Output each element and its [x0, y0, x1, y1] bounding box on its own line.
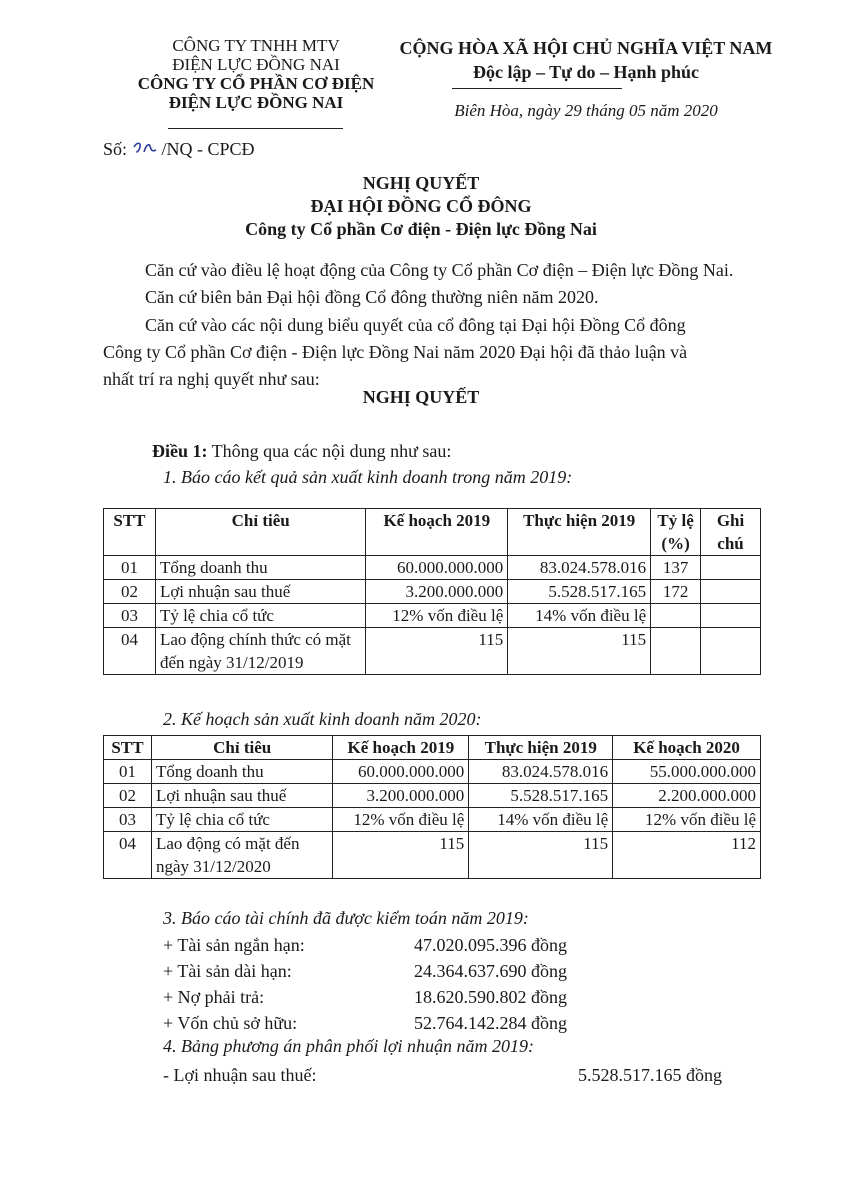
col-header-indicator: Chỉ tiêu — [151, 736, 332, 760]
cell-plan-2020: 55.000.000.000 — [613, 760, 761, 784]
liabilities-label: + Nợ phải trả: — [163, 987, 265, 1007]
col-header-stt: STT — [104, 509, 156, 556]
cell-plan: 12% vốn điều lệ — [366, 604, 508, 628]
table-row — [104, 832, 761, 879]
cell-note — [701, 628, 761, 675]
col-header-actual-2019: Thực hiện 2019 — [508, 509, 651, 556]
preamble-para3-line2: Công ty Cổ phần Cơ điện - Điện lực Đồng Nai năm 2020 Đại hội đã thảo luận và — [103, 342, 688, 362]
table-header-row — [104, 736, 761, 760]
cell-plan: 115 — [366, 628, 508, 675]
cell-plan-2019: 115 — [333, 832, 469, 879]
section3-heading: 3. Báo cáo tài chính đã được kiểm toán năm 2019: — [163, 908, 529, 928]
cell-ratio: 137 — [651, 556, 701, 580]
title-line3: Công ty Cổ phần Cơ điện - Điện lực Đồng Nai — [245, 219, 597, 239]
article-1-label: Điều 1: — [152, 441, 208, 461]
article-1 — [152, 438, 451, 465]
cell-indicator: Tỷ lệ chia cổ tức — [151, 808, 332, 832]
table-row — [104, 580, 761, 604]
article-1-text: Thông qua các nội dung như sau: — [207, 441, 452, 461]
national-header — [380, 36, 792, 84]
cell-ratio — [651, 604, 701, 628]
cell-note — [701, 580, 761, 604]
table-header-row — [104, 509, 761, 556]
owner-equity-label: + Vốn chủ sở hữu: — [163, 1013, 298, 1033]
cell-stt: 02 — [104, 784, 152, 808]
parent-company-line2: ĐIỆN LỰC ĐỒNG NAI — [172, 55, 340, 74]
cell-stt: 01 — [104, 760, 152, 784]
cell-stt: 03 — [104, 808, 152, 832]
cell-indicator: Tổng doanh thu — [155, 556, 365, 580]
document-number-prefix: Số: — [103, 139, 132, 159]
cell-plan-2019: 12% vốn điều lệ — [333, 808, 469, 832]
cell-stt: 02 — [104, 580, 156, 604]
cell-plan-2020: 12% vốn điều lệ — [613, 808, 761, 832]
liabilities-value: 18.620.590.802 đồng — [414, 987, 567, 1007]
short-term-assets-value: 47.020.095.396 đồng — [414, 935, 567, 955]
cell-stt: 04 — [104, 628, 156, 675]
org-underline — [168, 128, 343, 129]
cell-actual-2019: 5.528.517.165 — [469, 784, 613, 808]
preamble-para3-line1: Căn cứ vào các nội dung biểu quyết của cổ đông tại Đại hội Đồng Cổ đông — [145, 315, 686, 335]
document-number-suffix: /NQ - CPCĐ — [161, 139, 255, 159]
table-row — [104, 760, 761, 784]
table-row — [104, 556, 761, 580]
title-line1: NGHỊ QUYẾT — [362, 173, 480, 193]
handwritten-number-icon — [132, 139, 162, 160]
preamble-para1: Căn cứ vào điều lệ hoạt động của Công ty Cổ phần Cơ điện – Điện lực Đồng Nai. — [145, 260, 734, 280]
cell-indicator: Lợi nhuận sau thuế — [155, 580, 365, 604]
cell-note — [701, 604, 761, 628]
cell-actual: 115 — [508, 628, 651, 675]
cell-indicator: Tổng doanh thu — [151, 760, 332, 784]
nation-title: CỘNG HÒA XÃ HỘI CHỦ NGHĨA VIỆT NAM — [399, 38, 773, 58]
preamble-para2: Căn cứ biên bản Đại hội đồng Cổ đông thường niên năm 2020. — [145, 287, 599, 307]
table-row — [104, 784, 761, 808]
long-term-assets-label: + Tài sản dài hạn: — [163, 961, 292, 981]
net-profit-label: - Lợi nhuận sau thuế: — [163, 1065, 317, 1085]
cell-stt: 04 — [104, 832, 152, 879]
long-term-assets-value: 24.364.637.690 đồng — [414, 961, 567, 981]
cell-plan-2020: 2.200.000.000 — [613, 784, 761, 808]
table-row — [104, 604, 761, 628]
col-header-indicator: Chỉ tiêu — [155, 509, 365, 556]
cell-indicator: Tỷ lệ chia cổ tức — [155, 604, 365, 628]
col-header-note: Ghi chú — [701, 509, 761, 556]
net-profit-value: 5.528.517.165 đồng — [578, 1065, 722, 1085]
col-header-stt: STT — [104, 736, 152, 760]
document-number — [103, 139, 255, 160]
document-title — [0, 172, 842, 241]
owner-equity-value: 52.764.142.284 đồng — [414, 1013, 567, 1033]
cell-ratio: 172 — [651, 580, 701, 604]
cell-indicator: Lao động có mặt đến ngày 31/12/2020 — [151, 832, 332, 879]
cell-actual-2019: 83.024.578.016 — [469, 760, 613, 784]
cell-indicator: Lao động chính thức có mặt đến ngày 31/12/2019 — [155, 628, 365, 675]
cell-stt: 01 — [104, 556, 156, 580]
cell-ratio — [651, 628, 701, 675]
col-header-plan-2019: Kế hoạch 2019 — [366, 509, 508, 556]
cell-stt: 03 — [104, 604, 156, 628]
table-row — [104, 628, 761, 675]
col-header-plan-2020: Kế hoạch 2020 — [613, 736, 761, 760]
col-header-plan-2019: Kế hoạch 2019 — [333, 736, 469, 760]
cell-plan: 3.200.000.000 — [366, 580, 508, 604]
col-header-actual-2019: Thực hiện 2019 — [469, 736, 613, 760]
resolution-heading: NGHỊ QUYẾT — [362, 387, 480, 407]
parent-company-line1: CÔNG TY TNHH MTV — [172, 36, 340, 55]
business-results-2019-table — [103, 508, 761, 675]
motto-underline — [452, 88, 622, 89]
cell-plan-2020: 112 — [613, 832, 761, 879]
section2-heading: 2. Kế hoạch sản xuất kinh doanh năm 2020: — [163, 709, 482, 729]
cell-indicator: Lợi nhuận sau thuế — [151, 784, 332, 808]
section1-heading: 1. Báo cáo kết quả sản xuất kinh doanh trong năm 2019: — [163, 467, 573, 487]
cell-actual-2019: 115 — [469, 832, 613, 879]
cell-plan-2019: 3.200.000.000 — [333, 784, 469, 808]
table-row — [104, 808, 761, 832]
section4-heading: 4. Bảng phương án phân phối lợi nhuận năm 2019: — [163, 1036, 535, 1056]
preamble-para3-line3: nhất trí ra nghị quyết như sau: — [103, 369, 320, 389]
company-name-line1: CÔNG TY CỔ PHẦN CƠ ĐIỆN — [137, 74, 375, 93]
national-motto: Độc lập – Tự do – Hạnh phúc — [472, 62, 700, 82]
title-line2: ĐẠI HỘI ĐỒNG CỔ ĐÔNG — [310, 196, 532, 216]
cell-plan: 60.000.000.000 — [366, 556, 508, 580]
cell-actual: 14% vốn điều lệ — [508, 604, 651, 628]
cell-note — [701, 556, 761, 580]
cell-plan-2019: 60.000.000.000 — [333, 760, 469, 784]
col-header-ratio: Tỷ lệ (%) — [651, 509, 701, 556]
cell-actual: 5.528.517.165 — [508, 580, 651, 604]
issuing-organization — [125, 36, 387, 112]
business-plan-2020-table — [103, 735, 761, 879]
short-term-assets-label: + Tài sản ngắn hạn: — [163, 935, 305, 955]
company-name-line2: ĐIỆN LỰC ĐỒNG NAI — [168, 93, 344, 112]
cell-actual-2019: 14% vốn điều lệ — [469, 808, 613, 832]
place-date: Biên Hòa, ngày 29 tháng 05 năm 2020 — [454, 101, 718, 120]
cell-actual: 83.024.578.016 — [508, 556, 651, 580]
